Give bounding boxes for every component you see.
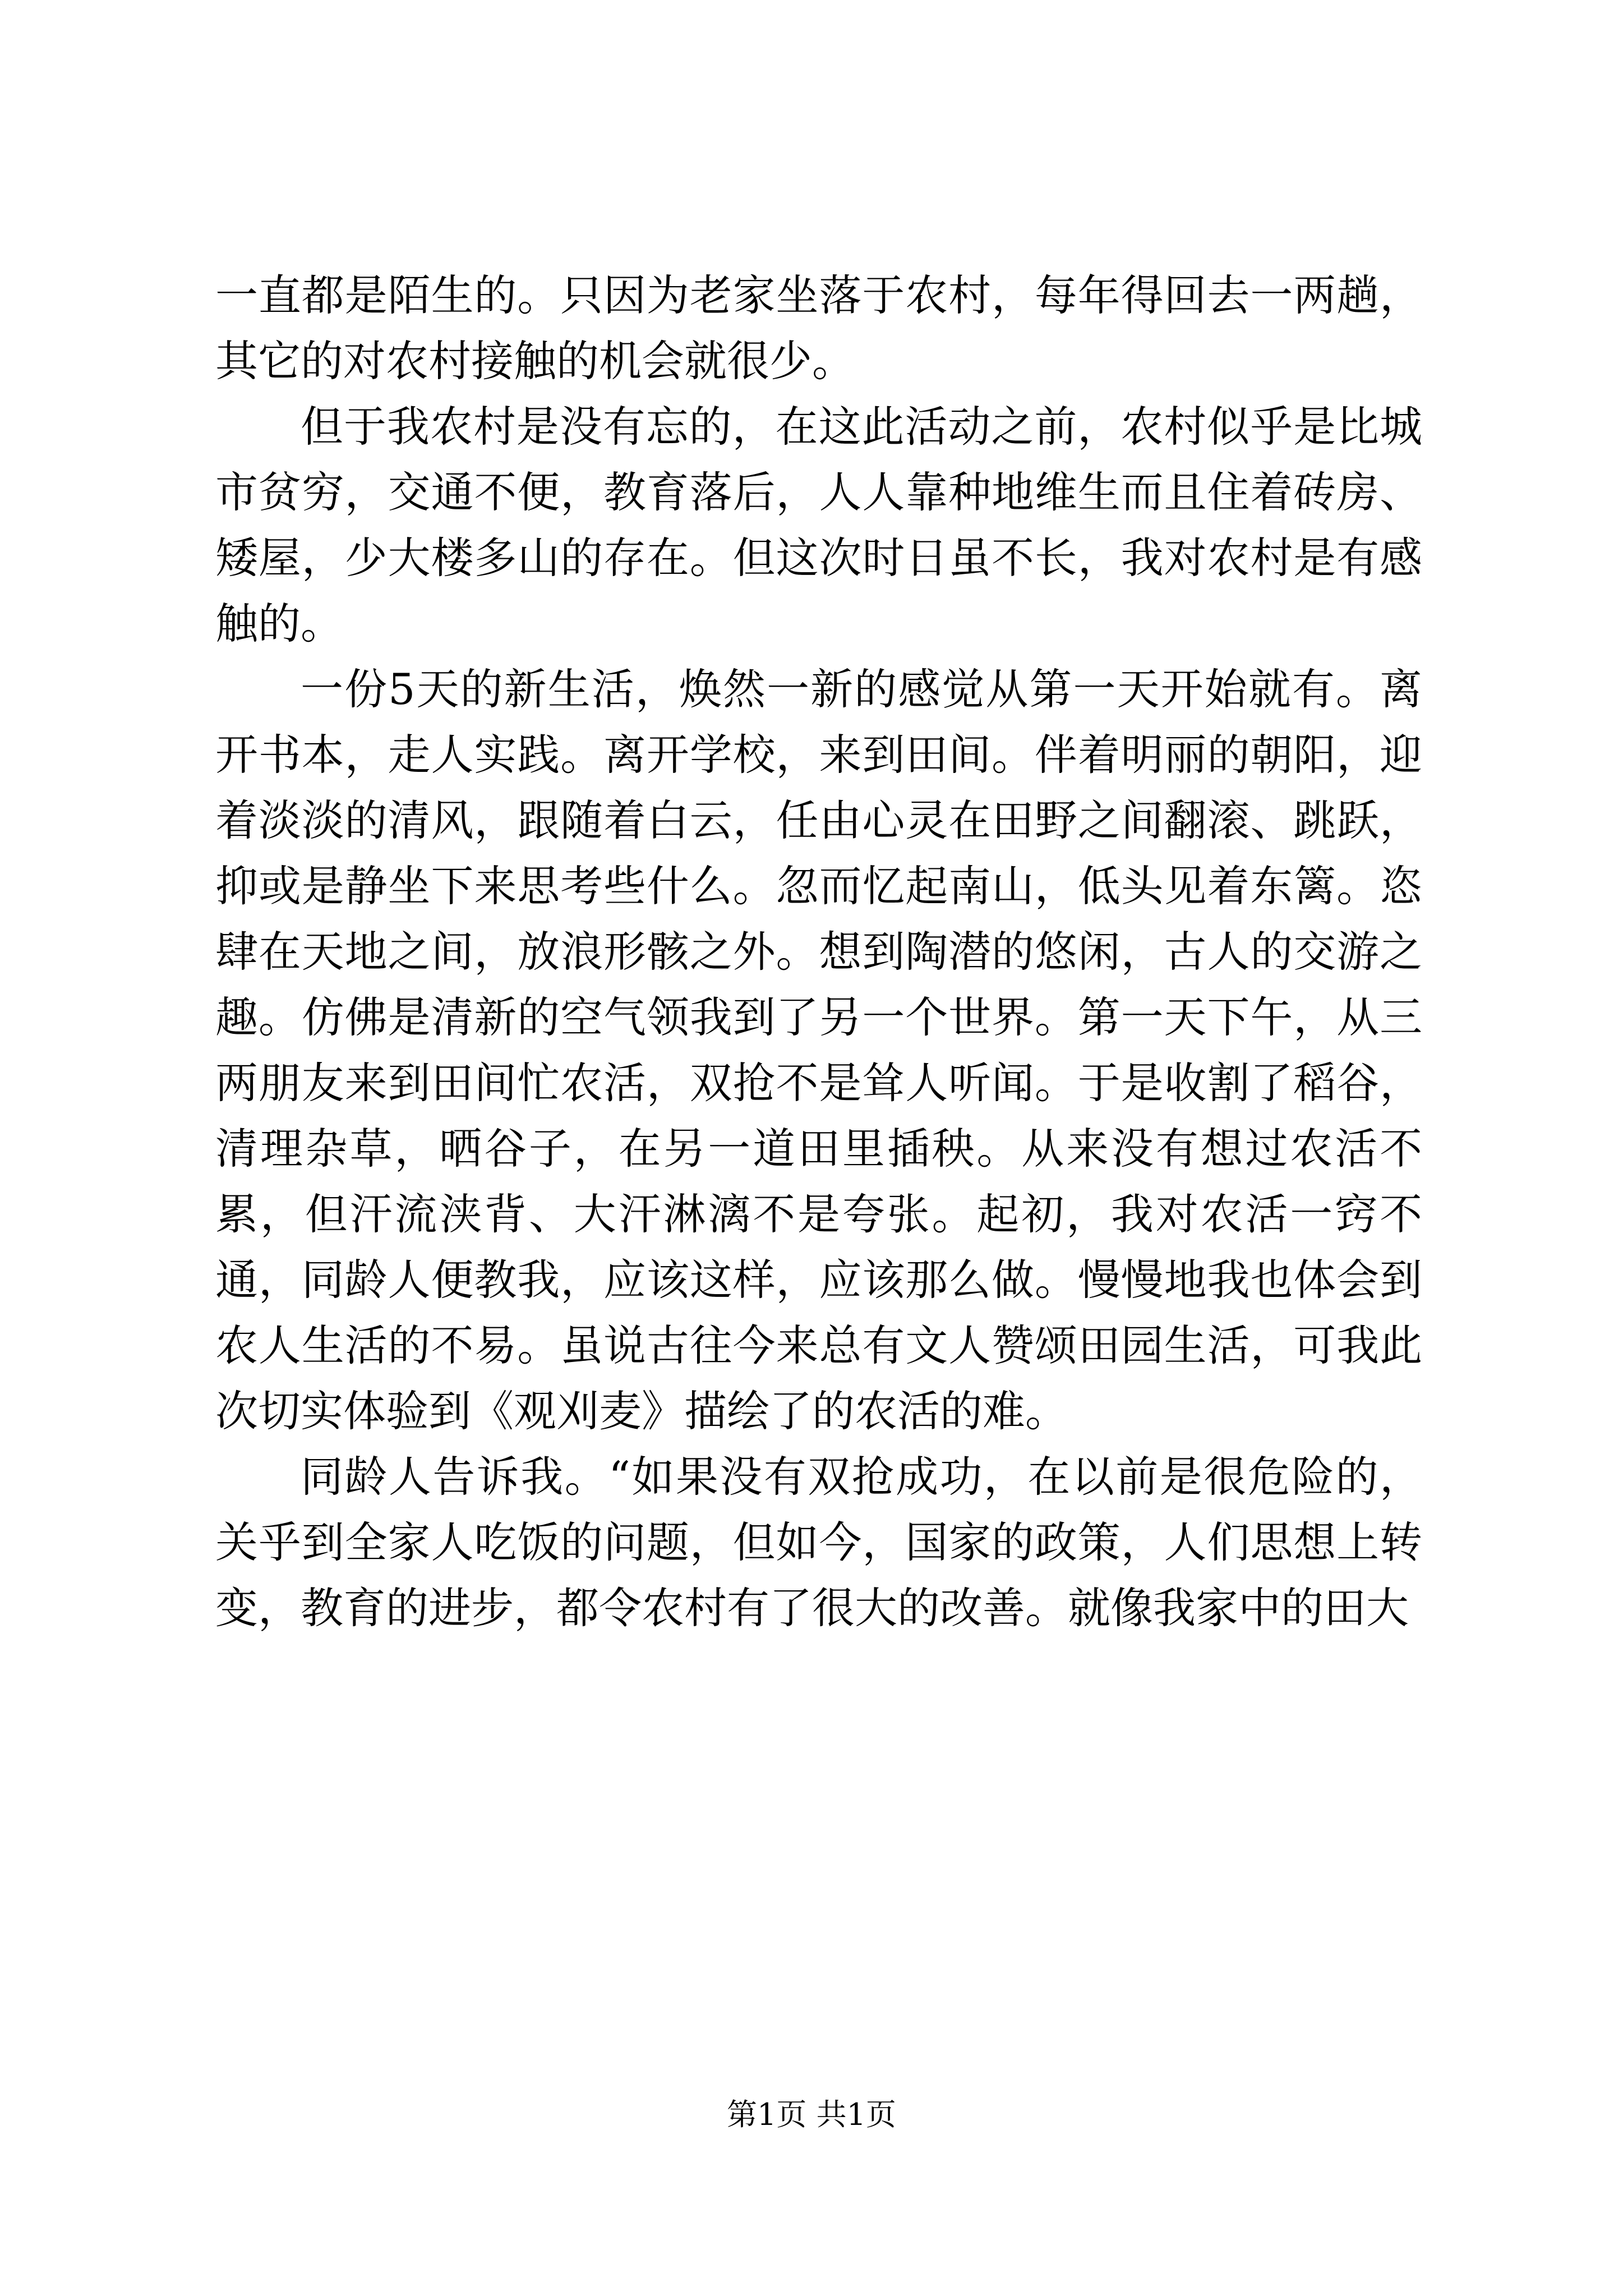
paragraph: 同龄人告诉我。“如果没有双抢成功，在以前是很危险的，关乎到全家人吃饭的问题，但如今，国家的政策，人们思想上转变，教育的进步，都令农村有了很大的改善。就像我家中的田大 xyxy=(215,1452,1422,1633)
paragraph-continuation: 一直都是陌生的。只因为老家坐落于农村，每年得回去一两趟，其它的对农村接触的机会就很少。 xyxy=(215,270,1422,386)
paragraph: 一份5天的新生活，焕然一新的感觉从第一天开始就有。离开书本，走人实践。离开学校，来到田间。伴着明丽的朝阳，迎着淡淡的清风，跟随着白云，任由心灵在田野之间翻滚、跳跃，抑或是静坐下来思考些什么。忽而忆起南山，低头见着东篱。恣肆在天地之间，放浪形骸之外。想到陶潜的悠闲，古人的交游之趣。仿佛是清新的空气领我到了另一个世界。第一天下午，从三两朋友来到田间忙农活，双抢不是耸人听闻。于是收割了稻谷，清理杂草，晒谷子，在另一道田里插秧。从来没有想过农活不累，但汗流浃背、大汗淋漓不是夸张。起初，我对农活一窍不通，同龄人便教我，应该这样，应该那么做。慢慢地我也体会到农人生活的不易。虽说古往今来总有文人赞颂田园生活，可我此次切实体验到《观刈麦》描绘了的农活的难。 xyxy=(215,664,1422,1436)
page-footer: 第1页 共1页 xyxy=(727,2097,896,2132)
document-body xyxy=(215,263,1422,1641)
paragraph: 但于我农村是没有忘的，在这此活动之前，农村似乎是比城市贫穷，交通不便，教育落后，人人靠种地维生而且住着砖房、矮屋，少大楼多山的存在。但这次时日虽不长，我对农村是有感触的。 xyxy=(215,402,1422,648)
